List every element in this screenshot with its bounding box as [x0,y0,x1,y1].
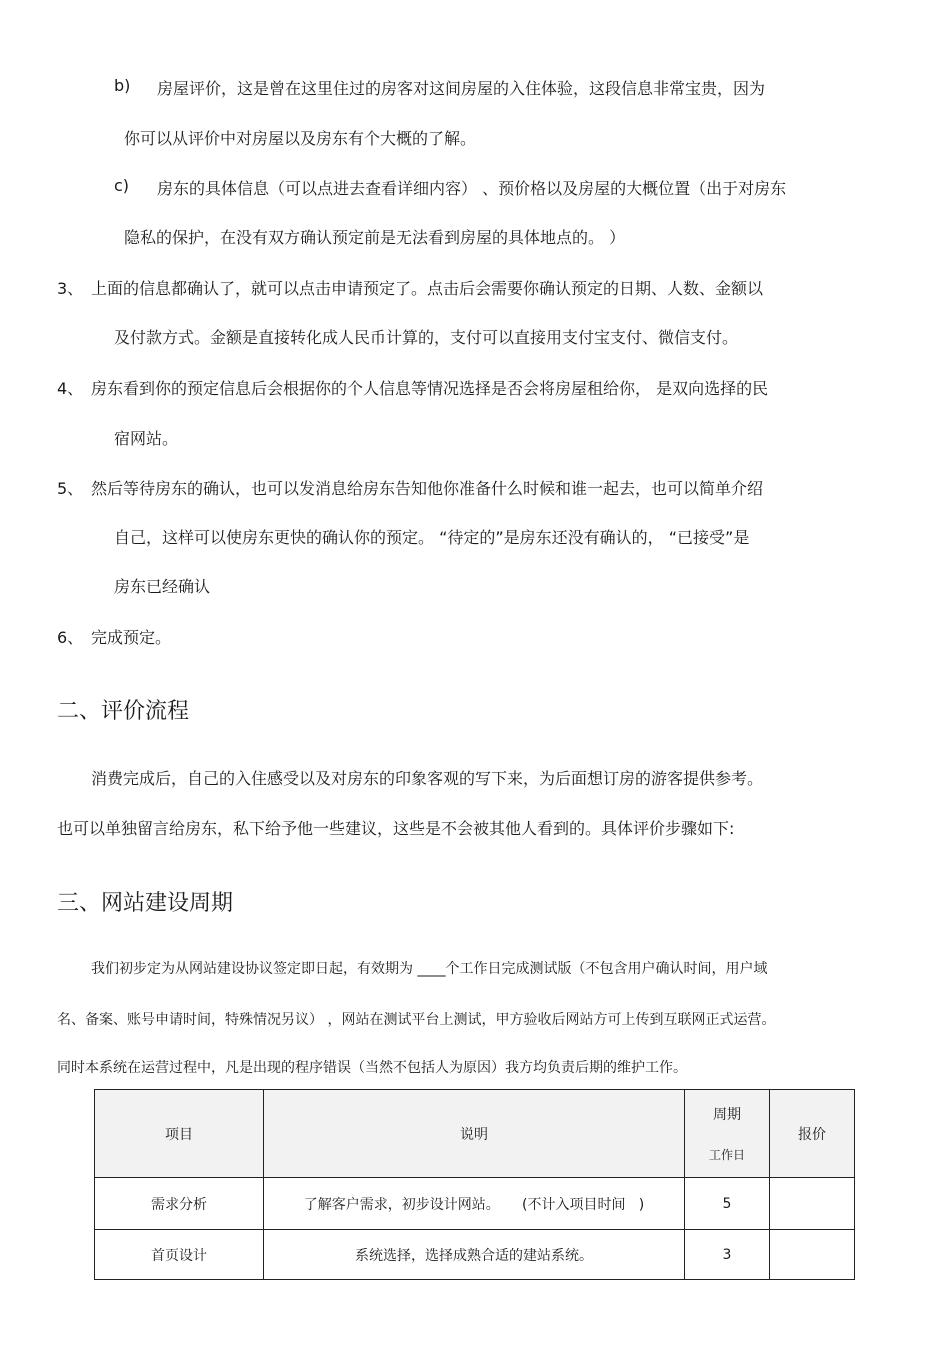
list-item-b-line1: 房屋评价，这是曾在这里住过的房客对这间房屋的入住体验，这段信息非常宝贵，因为 [157,79,766,98]
list-item-5-line1: 然后等待房东的确认，也可以发消息给房东告知他你准备什么时候和谁一起去，也可以简单介绍 [91,479,764,498]
row-description: 了解客户需求，初步设计网站。 (不计入项目时间 ) [264,1178,685,1230]
list-marker-5: 5、 [57,479,84,498]
header-description: 说明 [264,1090,685,1178]
row-price [770,1230,855,1280]
build-cycle-paragraph-line3: 同时本系统在运营过程中，凡是出现的程序错误（当然不包括人为原因）我方均负责后期的维护工作。 [57,1060,687,1076]
table-row [95,1178,855,1230]
section-heading-build-cycle: 三、网站建设周期 [57,891,234,916]
build-cycle-paragraph-line2: 名、备案、账号申请时间，特殊情况另议） ，网站在测试平台上测试，甲方验收后网站方可上传到互联网正式运营。 [57,1012,776,1028]
header-period-label: 周期 [713,1107,741,1123]
list-item-b-line2: 你可以从评价中对房屋以及房东有个大概的了解。 [124,129,477,148]
list-item-c-line2: 隐私的保护，在没有双方确认预定前是无法看到房屋的具体地点的。 ） [124,228,626,247]
header-price: 报价 [770,1090,855,1178]
header-period [685,1090,770,1178]
list-item-3-line2: 及付款方式。金额是直接转化成人民币计算的，支付可以直接用支付宝支付、微信支付。 [114,328,739,347]
list-item-c-line1: 房东的具体信息（可以点进去查看详细内容） 、预价格以及房屋的大概位置（出于对房东 [157,179,787,198]
list-marker-4: 4、 [57,379,84,398]
header-period-unit: 工作日 [708,1148,745,1162]
list-item-4-line1: 房东看到你的预定信息后会根据你的个人信息等情况选择是否会将房屋租给你， 是双向选择的民 [91,379,769,398]
list-item-5-line3: 房东已经确认 [114,577,211,596]
table-header-row [95,1090,855,1178]
list-item-4-line2: 宿网站。 [114,429,179,448]
list-marker-6: 6、 [57,628,84,647]
list-item-6-line1: 完成预定。 [91,628,172,647]
row-period: 3 [685,1230,770,1280]
list-item-3-line1: 上面的信息都确认了，就可以点击申请预定了。点击后会需要你确认预定的日期、人数、金额以 [91,279,764,298]
row-price [770,1178,855,1230]
row-period: 5 [685,1178,770,1230]
schedule-table [94,1089,855,1280]
header-item: 项目 [95,1090,264,1178]
list-item-5-line2: 自己，这样可以使房东更快的确认你的预定。 “待定的”是房东还没有确认的， “已接受”是 [114,528,750,547]
list-marker-3: 3、 [57,279,84,298]
review-paragraph-line1: 消费完成后，自己的入住感受以及对房东的印象客观的写下来，为后面想订房的游客提供参考。 [91,769,764,788]
row-description: 系统选择，选择成熟合适的建站系统。 [264,1230,685,1280]
section-heading-review-process: 二、评价流程 [57,699,190,724]
review-paragraph-line2: 也可以单独留言给房东，私下给予他一些建议，这些是不会被其他人看到的。具体评价步骤如下: [57,819,735,838]
row-item: 需求分析 [95,1178,264,1230]
row-item: 首页设计 [95,1230,264,1280]
list-marker-b: b) [114,76,131,95]
table-row [95,1230,855,1280]
list-marker-c: c) [114,176,130,195]
build-cycle-paragraph-line1: 我们初步定为从网站建设协议签定即日起，有效期为 ____个工作日完成测试版（不包含用户确认时间，用户域 [91,961,768,977]
